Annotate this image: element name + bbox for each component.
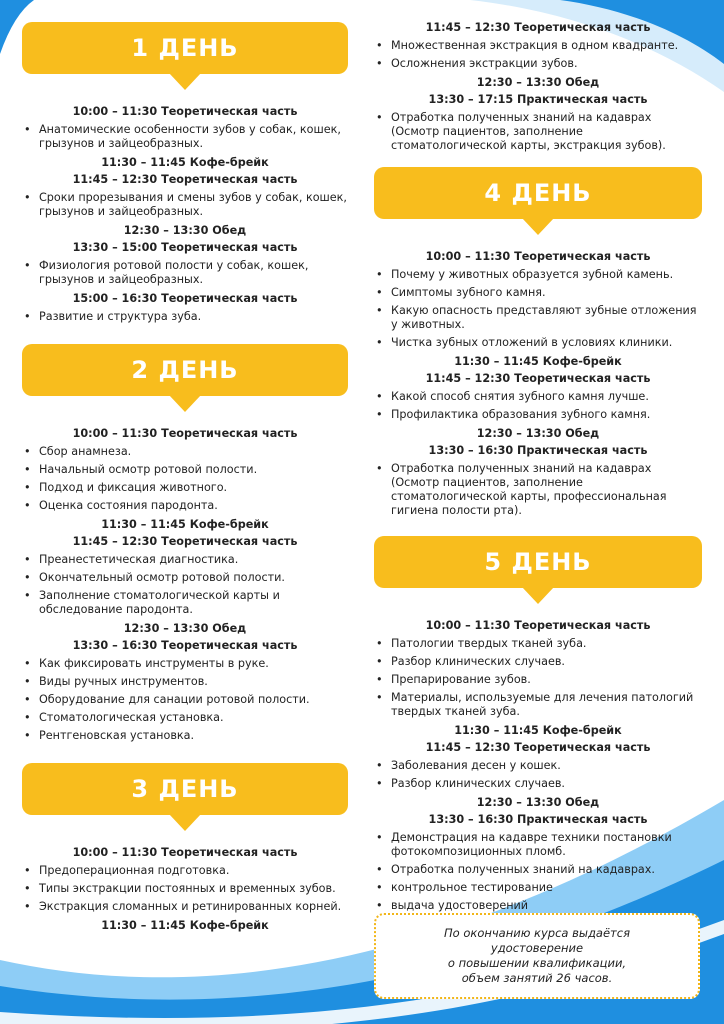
note-line: объем занятий 26 часов. — [461, 971, 613, 985]
topic-list — [22, 123, 348, 151]
topic-list — [374, 759, 702, 791]
session-time: 13:30 – 16:30 Практическая часть — [428, 813, 648, 826]
note-line: По окончанию курса выдаётся — [444, 926, 630, 940]
day-2-banner — [22, 344, 348, 396]
list-item: • Разбор клинических случаев. — [374, 655, 702, 669]
list-item: • Множественная экстракция в одном квадранте. — [374, 39, 702, 53]
topic-list — [22, 445, 348, 513]
list-item: • Сроки прорезывания и смены зубов у собак, кошек, грызунов и зайцеобразных. — [22, 191, 348, 219]
session-time: 12:30 – 13:30 Обед — [123, 622, 247, 635]
session-time: 11:45 – 12:30 Теоретическая часть — [72, 535, 298, 548]
list-item: • Оценка состояния пародонта. — [22, 499, 348, 513]
topic-list — [374, 637, 702, 719]
topic-list — [22, 657, 348, 743]
list-item: • Осложнения экстракции зубов. — [374, 57, 702, 71]
session-time: 11:30 – 11:45 Кофе-брейк — [101, 156, 269, 169]
topic-list — [374, 111, 702, 153]
list-item: • Преанестетическая диагностика. — [22, 553, 348, 567]
session-time: 11:45 – 12:30 Теоретическая часть — [72, 173, 298, 186]
list-item: • Патологии твердых тканей зуба. — [374, 637, 702, 651]
session-time: 11:30 – 11:45 Кофе-брейк — [454, 724, 622, 737]
list-item: • Окончательный осмотр ротовой полости. — [22, 571, 348, 585]
list-item: • Отработка полученных знаний на кадаврах (Осмотр пациентов, заполнение стоматологической карты, экстракция зубов). — [374, 111, 702, 153]
topic-list — [374, 268, 702, 350]
session-time: 15:00 – 16:30 Теоретическая часть — [72, 292, 298, 305]
topic-list — [22, 259, 348, 287]
list-item: • Профилактика образования зубного камня. — [374, 408, 702, 422]
list-item: • выдача удостоверений — [374, 899, 702, 913]
topic-list — [22, 553, 348, 617]
list-item: • Материалы, используемые для лечения патологий твердых тканей зуба. — [374, 691, 702, 719]
list-item: • Симптомы зубного камня. — [374, 286, 702, 300]
day-title: 1 ДЕНЬ — [131, 34, 239, 62]
list-item: • Начальный осмотр ротовой полости. — [22, 463, 348, 477]
session-time: 11:30 – 11:45 Кофе-брейк — [101, 518, 269, 531]
certificate-note — [374, 913, 700, 999]
day-5-banner — [374, 536, 702, 588]
note-line: удостоверение — [490, 941, 584, 955]
list-item: • Заполнение стоматологической карты и обследование пародонта. — [22, 589, 348, 617]
day-4-banner — [374, 167, 702, 219]
session-time: 13:30 – 17:15 Практическая часть — [428, 93, 648, 106]
session-time: 12:30 – 13:30 Обед — [123, 224, 247, 237]
list-item: • Отработка полученных знаний на кадаврах (Осмотр пациентов, заполнение стоматологической карты, профессиональная гигиена полости рта). — [374, 462, 702, 518]
list-item: • Предоперационная подготовка. — [22, 864, 348, 878]
list-item: • Физиология ротовой полости у собак, кошек, грызунов и зайцеобразных. — [22, 259, 348, 287]
list-item: • Разбор клинических случаев. — [374, 777, 702, 791]
note-line: о повышении квалификации, — [447, 956, 627, 970]
session-time: 13:30 – 16:30 Теоретическая часть — [72, 639, 298, 652]
topic-list — [374, 390, 702, 422]
session-time: 10:00 – 11:30 Теоретическая часть — [72, 427, 298, 440]
list-item: • Подход и фиксация животного. — [22, 481, 348, 495]
session-time: 12:30 – 13:30 Обед — [476, 427, 600, 440]
list-item: • Рентгеновская установка. — [22, 729, 348, 743]
right-column — [374, 22, 702, 917]
day-title: 5 ДЕНЬ — [484, 548, 592, 576]
topic-list — [374, 39, 702, 71]
session-time: 11:45 – 12:30 Теоретическая часть — [425, 372, 651, 385]
day-title: 4 ДЕНЬ — [484, 179, 592, 207]
day-1-banner — [22, 22, 348, 74]
day-title: 3 ДЕНЬ — [131, 775, 239, 803]
left-column — [22, 22, 348, 935]
list-item: • Почему у животных образуется зубной камень. — [374, 268, 702, 282]
list-item: • Отработка полученных знаний на кадаврах. — [374, 863, 702, 877]
session-time: 10:00 – 11:30 Теоретическая часть — [72, 105, 298, 118]
session-time: 11:30 – 11:45 Кофе-брейк — [101, 919, 269, 932]
list-item: • Как фиксировать инструменты в руке. — [22, 657, 348, 671]
list-item: • Заболевания десен у кошек. — [374, 759, 702, 773]
list-item: • Оборудование для санации ротовой полости. — [22, 693, 348, 707]
list-item: • Экстракция сломанных и ретинированных корней. — [22, 900, 348, 914]
session-time: 10:00 – 11:30 Теоретическая часть — [425, 250, 651, 263]
topic-list — [22, 191, 348, 219]
session-time: 11:45 – 12:30 Теоретическая часть — [425, 741, 651, 754]
day-3-banner — [22, 763, 348, 815]
session-time: 10:00 – 11:30 Теоретическая часть — [72, 846, 298, 859]
topic-list — [374, 462, 702, 518]
day-title: 2 ДЕНЬ — [131, 356, 239, 384]
list-item: • Какую опасность представляют зубные отложения у животных. — [374, 304, 702, 332]
topic-list — [22, 310, 348, 324]
list-item: • Виды ручных инструментов. — [22, 675, 348, 689]
list-item: • контрольное тестирование — [374, 881, 702, 895]
list-item: • Сбор анамнеза. — [22, 445, 348, 459]
topic-list — [374, 831, 702, 913]
list-item: • Какой способ снятия зубного камня лучше. — [374, 390, 702, 404]
list-item: • Чистка зубных отложений в условиях клиники. — [374, 336, 702, 350]
list-item: • Препарирование зубов. — [374, 673, 702, 687]
list-item: • Демонстрация на кадавре техники постановки фотокомпозиционных пломб. — [374, 831, 702, 859]
list-item: • Стоматологическая установка. — [22, 711, 348, 725]
session-time: 12:30 – 13:30 Обед — [476, 76, 600, 89]
list-item: • Развитие и структура зуба. — [22, 310, 348, 324]
session-time: 11:30 – 11:45 Кофе-брейк — [454, 355, 622, 368]
session-time: 13:30 – 15:00 Теоретическая часть — [72, 241, 298, 254]
list-item: • Анатомические особенности зубов у собак, кошек, грызунов и зайцеобразных. — [22, 123, 348, 151]
session-time: 11:45 – 12:30 Теоретическая часть — [425, 21, 651, 34]
session-time: 12:30 – 13:30 Обед — [476, 796, 600, 809]
session-time: 10:00 – 11:30 Теоретическая часть — [425, 619, 651, 632]
session-time: 13:30 – 16:30 Практическая часть — [428, 444, 648, 457]
topic-list — [22, 864, 348, 914]
list-item: • Типы экстракции постоянных и временных зубов. — [22, 882, 348, 896]
